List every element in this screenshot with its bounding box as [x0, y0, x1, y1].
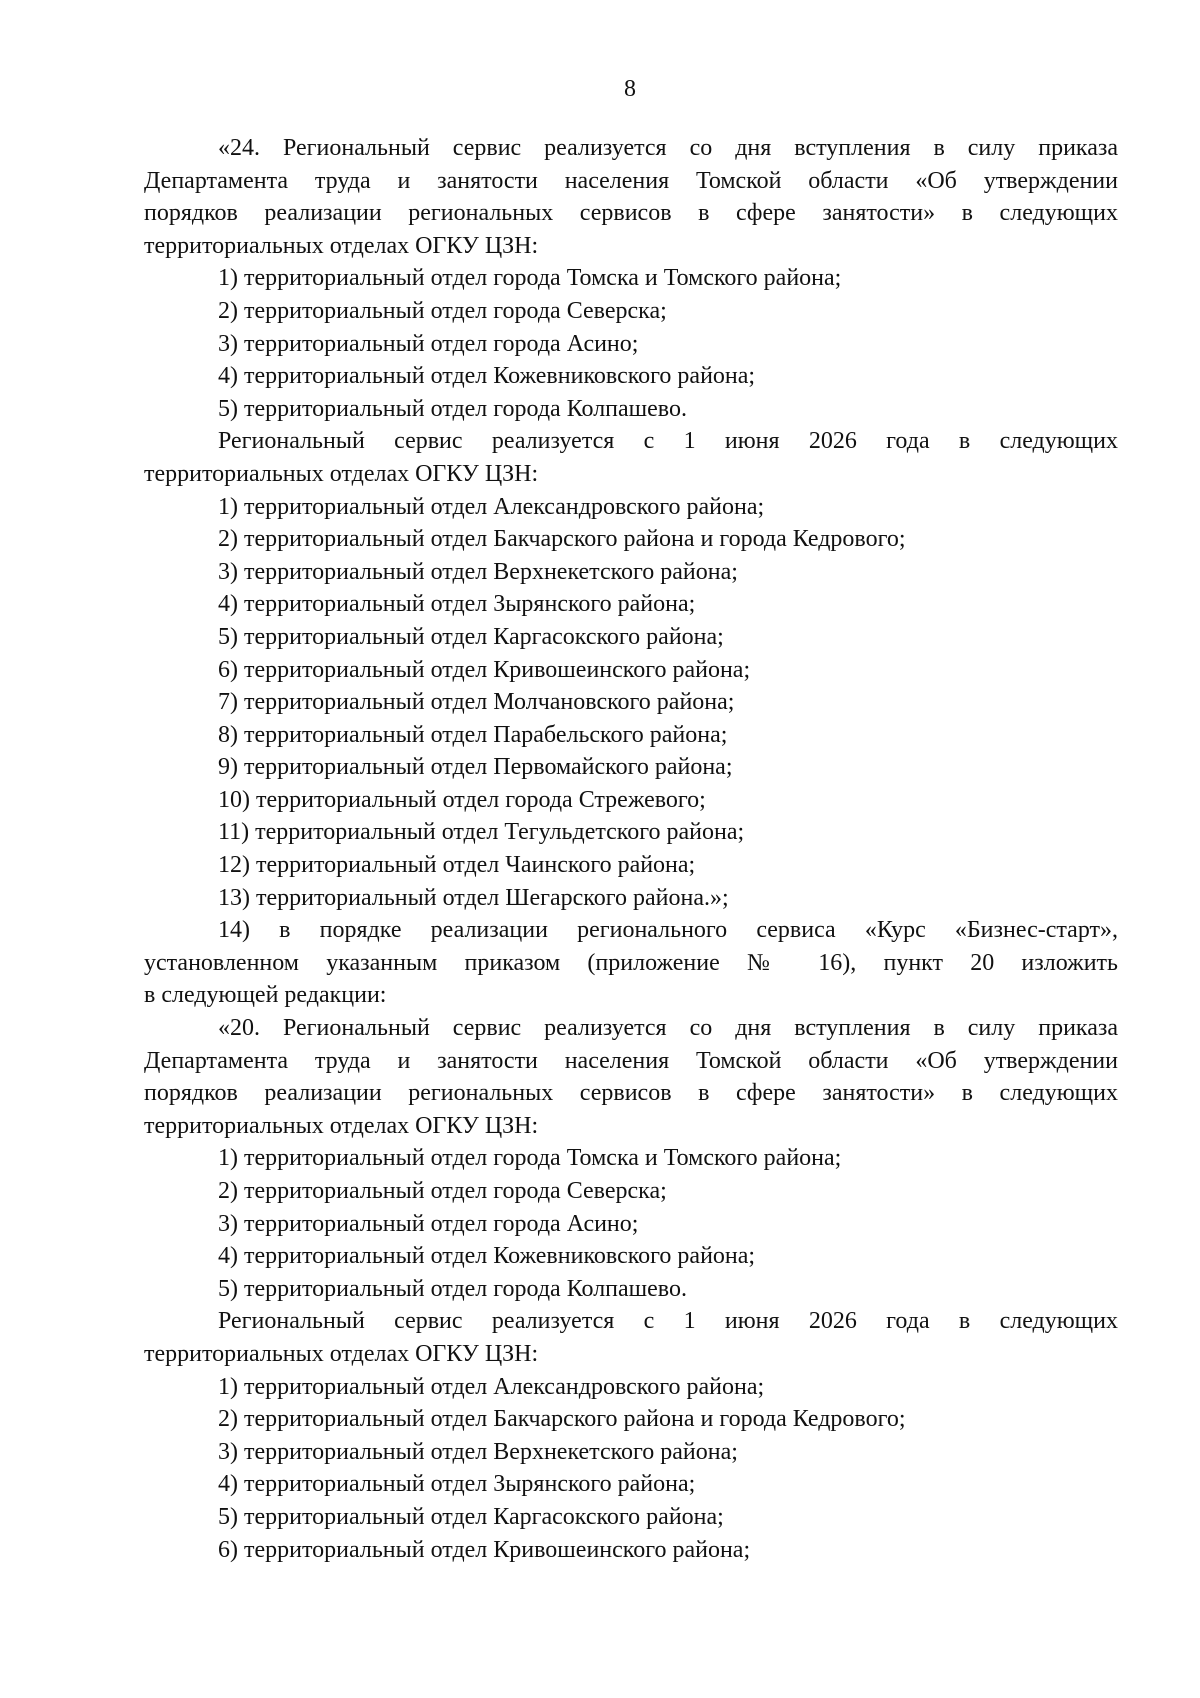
text-line: 2) территориальный отдел города Северска; — [218, 1178, 667, 1204]
text-line: в следующей редакции: — [144, 982, 387, 1009]
text-line: 7) территориальный отдел Молчановского района; — [218, 689, 735, 716]
text-line: Департамента труда и занятости населения Томской области «Об утверждении — [144, 167, 1118, 194]
text-line: Региональный сервис реализуется с 1 июня 2026 года в следующих — [218, 428, 1118, 455]
text-line: 9) территориальный отдел Первомайского района; — [218, 754, 733, 781]
text-line: 13) территориальный отдел Шегарского района.»; — [218, 884, 729, 911]
text-line: 14) в порядке реализации регионального сервиса «Курс «Бизнес-старт», — [218, 917, 1118, 944]
text-line: 5) территориальный отдел Каргасокского района; — [218, 623, 724, 650]
text-line: 4) территориальный отдел Зырянского района; — [218, 591, 696, 618]
text-line: 5) территориальный отдел города Колпашево. — [218, 395, 687, 422]
text-line: 5) территориальный отдел Каргасокского района; — [218, 1503, 724, 1530]
text-line: 3) территориальный отдел Верхнекетского района; — [218, 558, 738, 585]
text-line: порядков реализации региональных сервисов в сфере занятости» в следующих — [144, 1080, 1118, 1107]
text-line: 4) территориальный отдел Зырянского района; — [218, 1471, 696, 1498]
text-line: 1) территориальный отдел города Томска и Томского района; — [218, 265, 842, 292]
text-line: порядков реализации региональных сервисов в сфере занятости» в следующих — [144, 200, 1118, 227]
text-line: 11) территориальный отдел Тегульдетского района; — [218, 819, 745, 846]
text-line: территориальных отделах ОГКУ ЦЗН: — [144, 232, 539, 259]
text-line: 3) территориальный отдел города Асино; — [218, 330, 639, 357]
page-number: 8 — [624, 76, 636, 102]
text-line: 4) территориальный отдел Кожевниковского района; — [218, 363, 756, 390]
text-line: 1) территориальный отдел Александровского района; — [218, 493, 765, 520]
document-body — [144, 132, 1118, 1566]
text-line: 8) территориальный отдел Парабельского района; — [218, 721, 728, 748]
text-line: установленном указанным приказом (приложение № 16), пункт 20 изложить — [144, 949, 1118, 976]
text-line: Департамента труда и занятости населения Томской области «Об утверждении — [144, 1047, 1118, 1074]
text-line: 2) территориальный отдел Бакчарского района и города Кедрового; — [218, 526, 906, 553]
text-line: 1) территориальный отдел города Томска и Томского района; — [218, 1145, 842, 1172]
text-line: 2) территориальный отдел Бакчарского района и города Кедрового; — [218, 1406, 906, 1433]
text-line: Региональный сервис реализуется с 1 июня 2026 года в следующих — [218, 1308, 1118, 1335]
text-line: территориальных отделах ОГКУ ЦЗН: — [144, 1340, 539, 1367]
text-line: 6) территориальный отдел Кривошеинского района; — [218, 656, 751, 683]
text-line: 6) территориальный отдел Кривошеинского района; — [218, 1536, 751, 1563]
text-line: 12) территориальный отдел Чаинского района; — [218, 852, 696, 879]
text-line: 4) территориальный отдел Кожевниковского района; — [218, 1243, 756, 1270]
text-line: «20. Региональный сервис реализуется со дня вступления в силу приказа — [218, 1015, 1118, 1042]
text-line: территориальных отделах ОГКУ ЦЗН: — [144, 460, 539, 487]
text-line: 1) территориальный отдел Александровского района; — [218, 1373, 765, 1400]
text-line: 10) территориальный отдел города Стрежевого; — [218, 786, 706, 813]
text-line: 2) территориальный отдел города Северска; — [218, 297, 667, 324]
text-line: 5) территориальный отдел города Колпашево. — [218, 1275, 687, 1302]
text-line: 3) территориальный отдел города Асино; — [218, 1210, 639, 1237]
text-line: «24. Региональный сервис реализуется со дня вступления в силу приказа — [218, 135, 1118, 161]
text-line: территориальных отделах ОГКУ ЦЗН: — [144, 1112, 539, 1139]
text-line: 3) территориальный отдел Верхнекетского района; — [218, 1438, 738, 1465]
